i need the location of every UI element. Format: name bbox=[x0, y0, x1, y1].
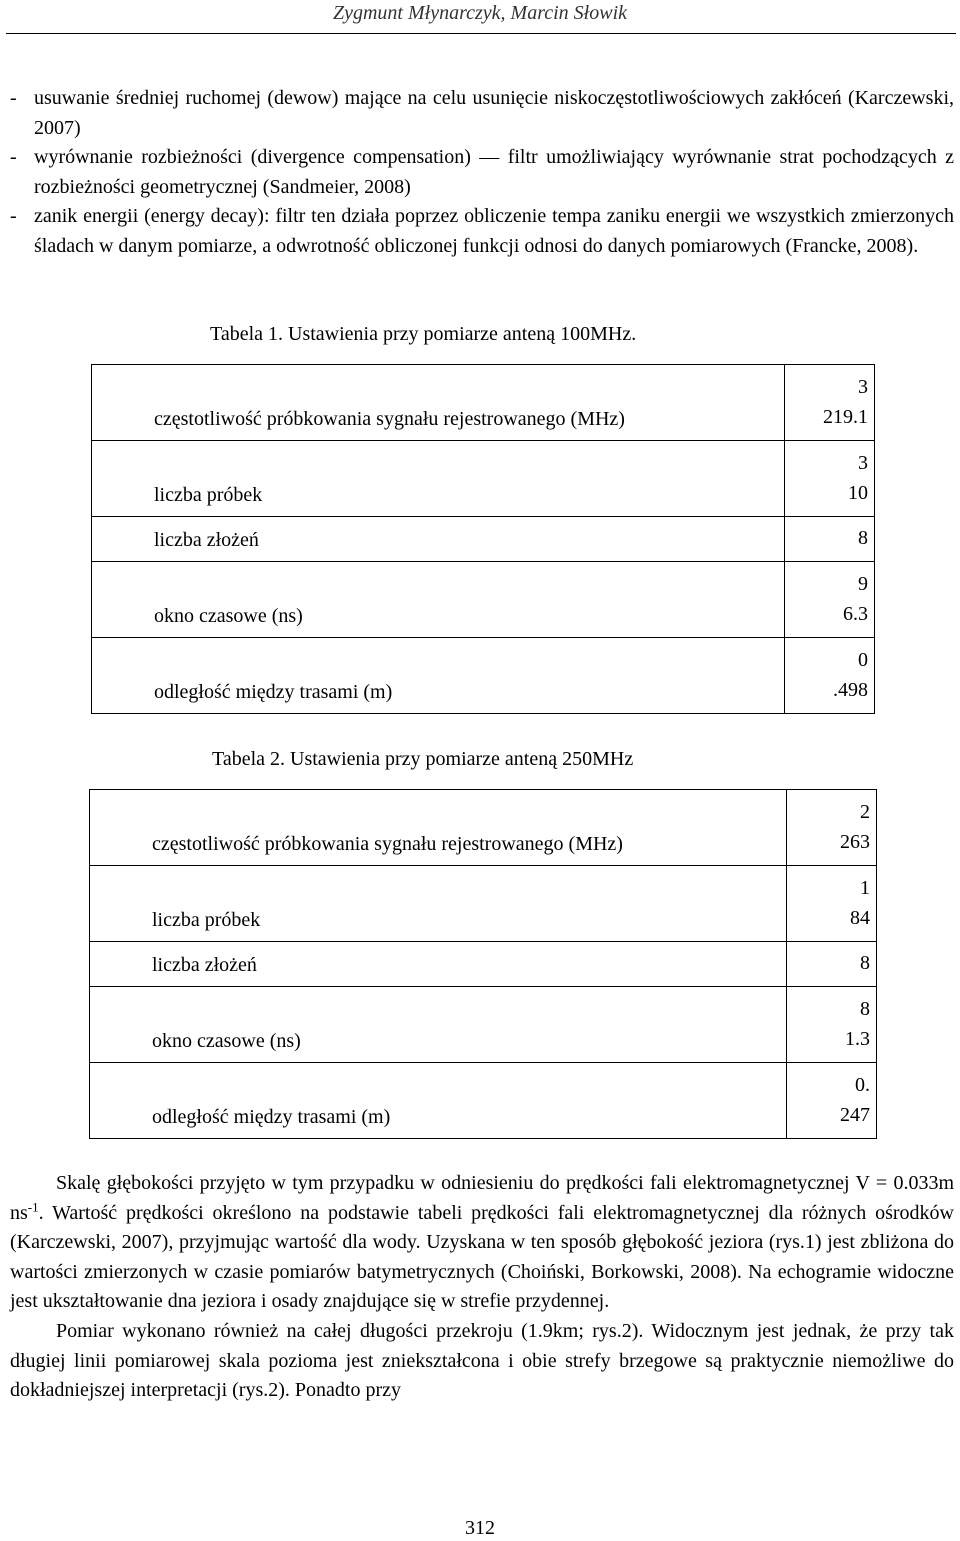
table-cell-label: liczba złożeń bbox=[90, 942, 787, 987]
table-row bbox=[92, 638, 875, 714]
table-cell-label: częstotliwość próbkowania sygnału rejestrowanego (MHz) bbox=[90, 790, 787, 866]
value-line-bottom: 219.1 bbox=[823, 406, 868, 428]
table-row bbox=[90, 942, 877, 987]
value-line-top: 1 bbox=[860, 877, 870, 899]
table-row bbox=[90, 1063, 877, 1139]
value-line-top: 0 bbox=[858, 649, 868, 671]
list-dash: - bbox=[10, 87, 17, 109]
table-cell-label: odległość między trasami (m) bbox=[90, 1063, 787, 1139]
table-cell-value bbox=[787, 790, 877, 866]
page-number: 312 bbox=[465, 1517, 495, 1539]
table-cell-label: okno czasowe (ns) bbox=[90, 987, 787, 1063]
value-line-bottom: 10 bbox=[848, 482, 868, 504]
table-cell-value bbox=[785, 517, 875, 562]
list-item-text: zanik energii (energy decay): filtr ten działa poprzez obliczenie tempa zaniku energii we wszystkich zmierzonych śladach w danym pomiarze, a odwrotność obliczonej funkcji odnosi do danych pomiarowych (Francke, 2008). bbox=[34, 205, 954, 257]
table-cell-label: częstotliwość próbkowania sygnału rejestrowanego (MHz) bbox=[92, 365, 785, 441]
value-line-bottom: .498 bbox=[833, 679, 868, 701]
table-row bbox=[92, 441, 875, 517]
list-dash: - bbox=[10, 205, 17, 228]
table-cell-value bbox=[787, 866, 877, 942]
value-line-top: 0. bbox=[855, 1074, 870, 1096]
value-line-bottom: 8 bbox=[858, 527, 868, 549]
value-line-top: 9 bbox=[858, 573, 868, 595]
table-row bbox=[90, 866, 877, 942]
table2 bbox=[89, 789, 877, 1139]
table-row bbox=[92, 562, 875, 638]
value-line-top: 8 bbox=[860, 998, 870, 1020]
value-line-top: 3 bbox=[858, 452, 868, 474]
table-row bbox=[90, 987, 877, 1063]
value-line-bottom: 84 bbox=[850, 907, 870, 929]
table-cell-value bbox=[787, 1063, 877, 1139]
list-item-text: usuwanie średniej ruchomej (dewow) mające na celu usunięcie niskoczęstotliwościowych zakłóceń (Karczewski, 2007) bbox=[34, 87, 954, 139]
value-line-bottom: 8 bbox=[860, 952, 870, 974]
running-header: Zygmunt Młynarczyk, Marcin Słowik bbox=[332, 2, 627, 24]
superscript: -1 bbox=[27, 1198, 39, 1214]
table-cell-label: liczba złożeń bbox=[92, 517, 785, 562]
paragraph bbox=[10, 1169, 954, 1317]
table-cell-label: liczba próbek bbox=[90, 866, 787, 942]
table-cell-label: liczba próbek bbox=[92, 441, 785, 517]
table-cell-value bbox=[785, 441, 875, 517]
table-cell-label: okno czasowe (ns) bbox=[92, 562, 785, 638]
table1 bbox=[91, 364, 875, 714]
table-cell-value bbox=[785, 562, 875, 638]
paragraph-text: Skalę głębokości przyjęto w tym przypadku w odniesieniu do prędkości fali elektromagnetycznej V = 0.033m ns bbox=[10, 1172, 954, 1224]
header-rule bbox=[6, 33, 956, 34]
table-row bbox=[92, 517, 875, 562]
list-item-text: wyrównanie rozbieżności (divergence compensation) ― filtr umożliwiający wyrównanie strat pochodzących z rozbieżności geometrycznej (Sandmeier, 2008) bbox=[34, 146, 954, 198]
table-row bbox=[92, 365, 875, 441]
table2-caption: Tabela 2. Ustawienia przy pomiarze anteną 250MHz bbox=[212, 748, 634, 770]
paragraph: Pomiar wykonano również na całej długości przekroju (1.9km; rys.2). Widocznym jest jednak, że przy tak długiej linii pomiarowej skala pozioma jest zniekształcona i obie strefy brzegowe są praktycznie niemożliwe do dokładniejszej interpretacji (rys.2). Ponadto przy bbox=[10, 1319, 954, 1402]
value-line-top: 2 bbox=[860, 801, 870, 823]
table-cell-value bbox=[785, 365, 875, 441]
list-item bbox=[10, 84, 954, 143]
value-line-bottom: 6.3 bbox=[843, 603, 868, 625]
list-item bbox=[10, 143, 954, 202]
value-line-bottom: 263 bbox=[840, 831, 870, 853]
body-text bbox=[10, 1169, 954, 1406]
table-cell-value bbox=[785, 638, 875, 714]
table1-caption: Tabela 1. Ustawienia przy pomiarze anteną 100MHz. bbox=[210, 323, 637, 345]
filter-list bbox=[10, 84, 954, 262]
value-line-bottom: 1.3 bbox=[845, 1028, 870, 1050]
list-item bbox=[10, 202, 954, 261]
table-cell-value bbox=[787, 987, 877, 1063]
table-row bbox=[90, 790, 877, 866]
value-line-bottom: 247 bbox=[840, 1104, 870, 1126]
table-cell-label: odległość między trasami (m) bbox=[92, 638, 785, 714]
value-line-top: 3 bbox=[858, 376, 868, 398]
table-cell-value bbox=[787, 942, 877, 987]
paragraph-text: . Wartość prędkości określono na podstawie tabeli prędkości fali elektromagnetycznej dla różnych ośrodków (Karczewski, 2007), przyjmując wartość dla wody. Uzyskana w ten sposób głębokość jeziora (rys.1) jest zbliżona do wartości zmierzonych w czasie pomiarów batymetrycznych (Choiński, Borkowski, 2008). Na echogramie widoczne jest ukształtowanie dna jeziora i osady znajdujące się w strefie przydennej. bbox=[10, 1201, 954, 1313]
list-dash: - bbox=[10, 146, 17, 169]
